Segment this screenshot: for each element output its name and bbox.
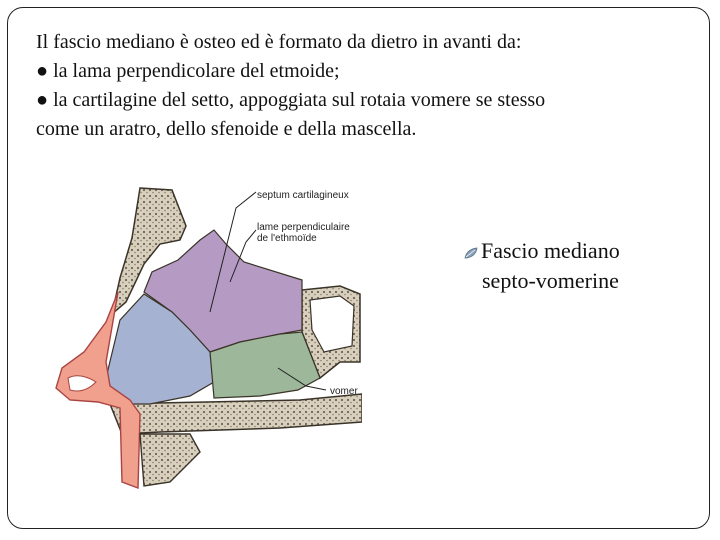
label-lame-line1: lame perpendiculaire bbox=[257, 222, 350, 233]
label-vomer: vomer bbox=[330, 386, 358, 397]
bullet-item bbox=[464, 236, 694, 296]
label-septum: septum cartilagineux bbox=[257, 190, 349, 201]
maxilla-bone bbox=[140, 434, 200, 486]
text-line: ● la cartilagine del setto, appoggiata sul rotaia vomere se stesso bbox=[36, 89, 546, 111]
body-text bbox=[36, 28, 676, 144]
text-line: Il fascio mediano è osteo ed è formato da dietro in avanti da: bbox=[36, 31, 522, 53]
leaf-bullet-icon bbox=[464, 246, 480, 260]
text-line: come un aratro, dello sfenoide e della mascella. bbox=[36, 118, 417, 140]
bullet-text-line2: septo-vomerine bbox=[482, 268, 619, 293]
nasal-septum-illustration bbox=[40, 182, 362, 490]
bullet-text-line1: Fascio mediano bbox=[481, 238, 620, 263]
text-line: ● la lama perpendicolare del etmoide; bbox=[36, 60, 340, 82]
label-lame-line2: de l'ethmoïde bbox=[257, 233, 317, 244]
